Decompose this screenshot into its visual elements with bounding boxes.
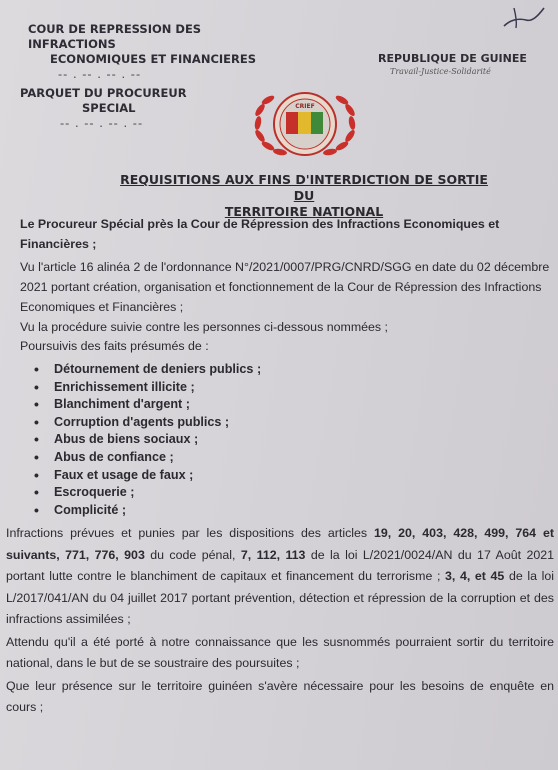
crief-emblem-logo — [246, 88, 364, 158]
charge-item: • Enrichissement illicite ; — [6, 379, 554, 397]
charge-item: • Abus de biens sociaux ; — [6, 431, 554, 449]
country-name: REPUBLIQUE DE GUINEE — [378, 52, 527, 65]
document-title — [120, 172, 488, 220]
charges-intro: Poursuivis des faits présumés de : — [20, 339, 209, 353]
court-name-line1: COUR DE REPRESSION DES INFRACTIONS — [28, 22, 202, 51]
separator-dashes: -- . -- . -- . -- — [60, 116, 144, 130]
legal-reference-ordinance: Vu l'article 16 alinéa 2 de l'ordonnance N°/2021/0007/PRG/CNRD/SGG en date du 02 décembre 2021 portant création, organisation et fonctionnement de la Cour de Répression des Infractions Economiques et Financières ; — [20, 260, 550, 314]
charge-item: • Blanchiment d'argent ; — [6, 396, 554, 414]
separator-dashes: -- . -- . -- . -- — [58, 67, 142, 81]
charge-item: • Abus de confiance ; — [6, 449, 554, 467]
prosecutor-intro: Le Procureur Spécial près la Cour de Répression des Infractions Economiques et Financières ; — [20, 217, 500, 251]
signature-mark — [500, 2, 550, 32]
aml-law-articles: 7, 112, 113 — [240, 547, 306, 562]
infractions-paragraph: Infractions prévues et punies par les dispositions des articles 19, 20, 403, 428, 499, 764 et suivants, 771, 776, 903 du code pénal, 7, 112, 113 de la loi L/2021/0024/AN du 17 Août 2021 portant lutte contre le blanchiment de capitaux et financement du terrorisme ; 3, 4, et 45 de la loi L/2017/041/AN du 04 juillet 2017 portant prévention, détection et répression de la corruption et des infractions assimilées ; — [6, 526, 555, 627]
charge-item: • Détournement de deniers publics ; — [6, 361, 554, 379]
attendu-clause: Attendu qu'il a été porté à notre connaissance que les susnommés pourraient sortir du territoire national, dans le but de se soustraire des poursuites ; — [6, 634, 554, 671]
emblem-text: CRIEF — [295, 103, 315, 110]
issuing-authority-block — [20, 22, 280, 131]
court-name-line2: ECONOMIQUES ET FINANCIERES — [50, 52, 257, 66]
country-block — [378, 52, 548, 76]
charge-item: • Corruption d'agents publics ; — [6, 414, 554, 432]
national-motto: Travail-Justice-Solidarité — [390, 67, 491, 76]
charge-item: • Escroquerie ; — [6, 484, 554, 502]
penal-code-articles: 19, 20, 403, 428, 499, 764 et suivants, 771, 776, 903 — [6, 526, 554, 562]
charge-item: • Faux et usage de faux ; — [6, 467, 554, 485]
presence-clause: Que leur présence sur le territoire guinéen s'avère nécessaire pour les besoins de enquête en cours ; — [6, 678, 554, 715]
anticorruption-law-articles: 3, 4, et 45 — [445, 569, 505, 584]
charges-list — [6, 361, 554, 519]
procedure-clause: Vu la procédure suivie contre les personnes ci-dessous nommées ; — [20, 320, 389, 334]
parquet-line1: PARQUET DU PROCUREUR — [20, 86, 187, 100]
parquet-line2: SPECIAL — [82, 101, 136, 115]
charge-item: • Complicité ; — [6, 502, 554, 520]
title-line2: TERRITOIRE NATIONAL — [224, 204, 384, 219]
document-body — [6, 214, 554, 720]
title-line1: REQUISITIONS AUX FINS D'INTERDICTION DE SORTIE DU — [120, 172, 488, 203]
